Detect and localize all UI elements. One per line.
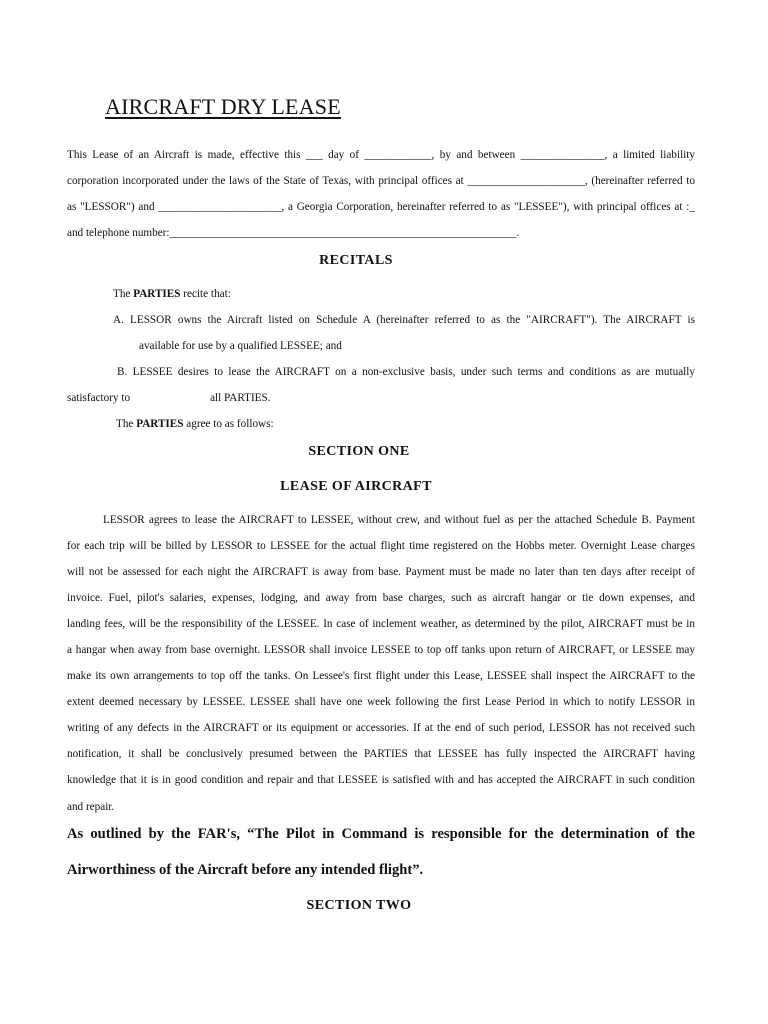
parties-word-2: PARTIES	[136, 418, 184, 430]
recital-b-line-1: B. LESSEE desires to lease the AIRCRAFT on a non-exclusive basis, under such terms and conditions as are mutually	[117, 366, 695, 378]
agree-intro	[116, 417, 676, 431]
far-notice-line-2: Airworthiness of the Aircraft before any intended flight”.	[67, 862, 424, 878]
recital-a-line-2: available for use by a qualified LESSEE; and	[139, 340, 342, 352]
recite-intro	[113, 287, 673, 301]
recital-a-line-1: A. LESSOR owns the Aircraft listed on Schedule A (hereinafter referred to as the "AIRCRAFT"). The AIRCRAFT is	[113, 314, 695, 326]
intro-line-1: This Lease of an Aircraft is made, effective this ___ day of ____________, by and between _______________, a limited liability	[67, 149, 695, 161]
recital-b-text-b: all PARTIES.	[210, 392, 271, 404]
section-one-line: LESSOR agrees to lease the AIRCRAFT to LESSEE, without crew, and without fuel as per the attached Schedule B. Payment	[103, 514, 695, 526]
intro-line-2: corporation incorporated under the laws of the State of Texas, with principal offices at _____________________, (hereinafter referred to	[67, 175, 695, 187]
recite-pre-text: The	[113, 288, 134, 300]
parties-word: PARTIES	[133, 288, 181, 300]
section-one-line: make its own arrangements to top off the tanks. On Lessee's first flight under this Lease, LESSEE shall inspect the AIRCRAFT to the	[67, 670, 695, 682]
section-one-line: notification, it shall be conclusively presumed between the PARTIES that LESSEE has fully inspected the AIRCRAFT having	[67, 748, 695, 760]
section-one-line: invoice. Fuel, pilot's salaries, expenses, lodging, and away from base charges, such as aircraft hangar or tie down expenses, and	[67, 592, 695, 604]
section-one-line: a hangar when away from base overnight. LESSOR shall invoice LESSEE to top off tanks upon return of AIRCRAFT, or LESSEE may	[67, 644, 695, 656]
section-one-line: knowledge that it is in good condition and repair and that LESSEE is satisfied with and has accepted the AIRCRAFT in such condition	[67, 774, 695, 786]
recital-b-line-2	[67, 391, 695, 405]
document-title: AIRCRAFT DRY LEASE	[105, 94, 341, 119]
section-two-heading: SECTION TWO	[306, 898, 412, 913]
recital-b-text-a: satisfactory to	[67, 392, 131, 404]
section-one-line: extent deemed necessary by LESSEE. LESSEE shall have one week following the first Lease Period in which to notify LESSOR in	[67, 696, 695, 708]
intro-line-3: as "LESSOR") and ______________________, a Georgia Corporation, hereinafter referred to as "LESSEE"), with principal offices at :_	[67, 201, 695, 213]
section-one-line: will not be assessed for each night the AIRCRAFT is away from base. Payment must be made no later than ten days after receipt of	[67, 566, 695, 578]
intro-line-4: and telephone number:______________________________________________________________.	[67, 227, 520, 239]
section-one-line: for each trip will be billed by LESSOR to LESSEE for the actual flight time registered on the Hobbs meter. Overnight Lease charges	[67, 540, 695, 552]
recite-post-text: recite that:	[180, 288, 231, 300]
section-one-line: writing of any defects in the AIRCRAFT or its equipment or accessories. If at the end of such period, LESSOR has not received such	[67, 722, 695, 734]
section-one-subheading: LEASE OF AIRCRAFT	[280, 479, 432, 494]
recitals-heading: RECITALS	[319, 253, 393, 268]
agree-post-text: agree to as follows:	[183, 418, 274, 430]
section-one-heading: SECTION ONE	[308, 444, 410, 459]
far-notice-line-1: As outlined by the FAR's, “The Pilot in Command is responsible for the determination of the	[67, 826, 695, 842]
section-one-line: landing fees, will be the responsibility of the LESSEE. In case of inclement weather, as determined by the pilot, AIRCRAFT must be in	[67, 618, 695, 630]
agree-pre-text: The	[116, 418, 137, 430]
section-one-line: and repair.	[67, 801, 115, 813]
